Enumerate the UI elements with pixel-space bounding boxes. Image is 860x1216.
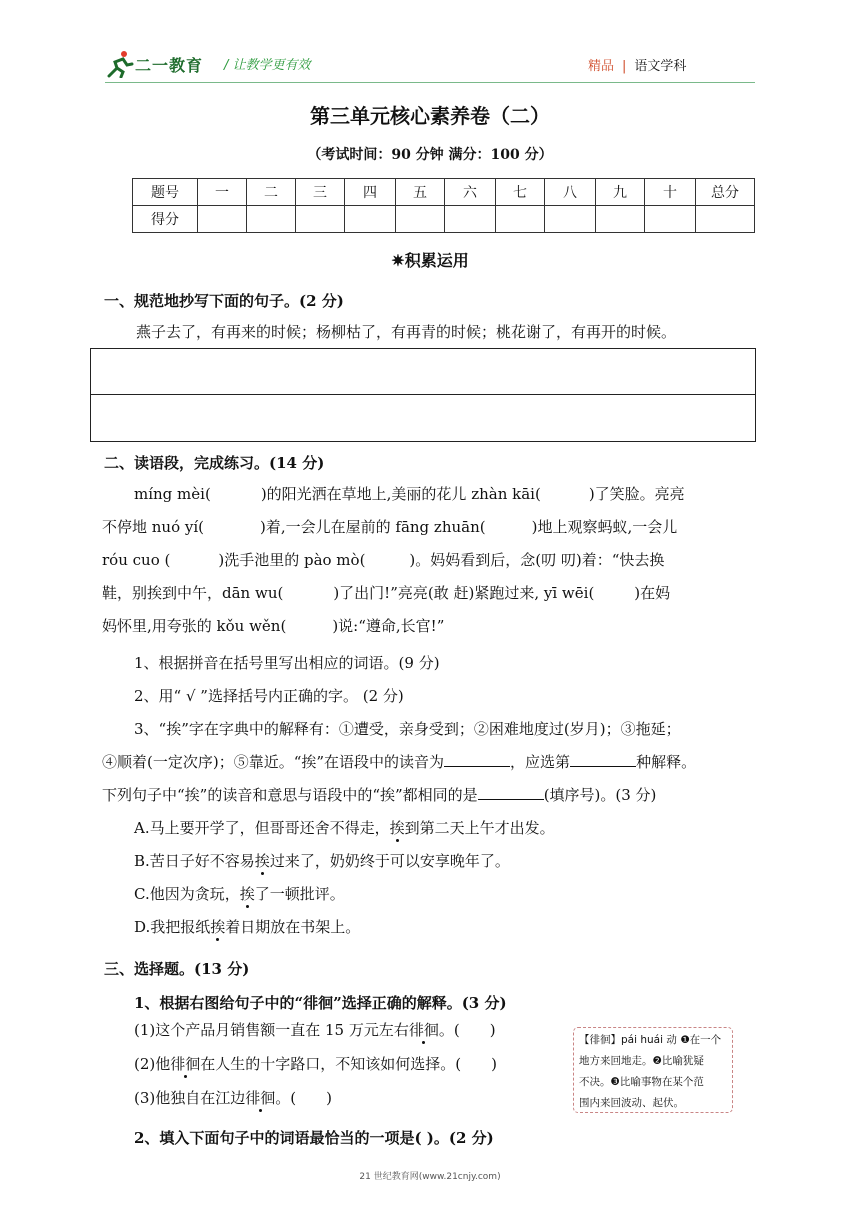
sub-question-2: 2、用“ √ ”选择括号内正确的字。 (2 分) (134, 687, 404, 705)
answer-blank[interactable] (444, 766, 510, 767)
score-input-cell[interactable] (696, 206, 755, 233)
passage-line (102, 619, 444, 634)
answer-blank[interactable] (478, 799, 544, 800)
dictionary-entry-box (573, 1027, 733, 1113)
logo (105, 48, 215, 80)
choice-item-3 (134, 1091, 332, 1106)
emphasis-char: 挨 (210, 918, 226, 936)
score-input-cell[interactable] (247, 206, 296, 233)
emphasis-word: 徘徊 (408, 1021, 439, 1039)
table-cell: 总分 (696, 179, 755, 206)
question-text: 种解释。 (636, 753, 697, 771)
question-1-sentence: 燕子去了，有再来的时候；杨柳枯了，有再青的时候；桃花谢了，有再开的时候。 (136, 323, 677, 341)
item-text: (2)他 (134, 1055, 171, 1073)
table-cell: 十 (645, 179, 696, 206)
choice-item-2 (134, 1057, 497, 1072)
table-cell: 题号 (133, 179, 198, 206)
question-text: 下列句子中“挨”的读音和意思与语段中的“挨”都相同的是 (102, 786, 478, 804)
emphasis-word: 徘徊 (170, 1055, 201, 1073)
question-text: ④顺着(一定次序)；⑤靠近。“挨”在语段中的读音为 (102, 753, 445, 771)
emphasis-char: 挨 (254, 852, 270, 870)
item-text: ) (489, 1021, 496, 1039)
option-text: 了一顿批评。 (254, 885, 345, 903)
question-text: (填序号)。(3 分) (543, 786, 657, 804)
passage-text: míng mèi( (134, 485, 211, 503)
quality-tag: 精品 (588, 59, 615, 74)
passage-line (102, 553, 664, 568)
passage-text: )。妈妈看到后，念(叨 叨)着：“快去换 (409, 551, 665, 569)
passage-line (102, 586, 670, 601)
passage-text: róu cuo ( (102, 551, 171, 569)
sub-question-3-line (102, 788, 656, 803)
table-cell: 三 (296, 179, 345, 206)
emphasis-char: 挨 (389, 819, 405, 837)
table-cell: 得分 (133, 206, 198, 233)
score-input-cell[interactable] (496, 206, 545, 233)
passage-text: 鞋，别挨到中午，dān wu( (102, 584, 284, 602)
passage-text: )在妈 (634, 584, 671, 602)
score-table-header-row (133, 179, 755, 206)
sub-question-1: 1、根据拼音在括号里写出相应的词语。(9 分) (134, 654, 440, 672)
item-text: ) (491, 1055, 497, 1073)
copy-writing-box[interactable] (90, 348, 756, 442)
score-input-cell[interactable] (445, 206, 496, 233)
score-input-cell[interactable] (545, 206, 596, 233)
page-title: 第三单元核心素养卷（二） (310, 104, 550, 128)
score-input-cell[interactable] (396, 206, 445, 233)
sub-question-3-line (102, 755, 696, 770)
runner-logo-icon (105, 50, 135, 78)
score-input-cell[interactable] (345, 206, 396, 233)
dictionary-line: 【徘徊】pái huái 动 ❶在一个 (579, 1034, 722, 1046)
score-input-cell[interactable] (198, 206, 247, 233)
item-text: 。( (438, 1021, 460, 1039)
emphasis-char: 挨 (239, 885, 255, 903)
option-text: A.马上要开学了，但哥哥还舍不得走， (134, 819, 390, 837)
table-cell: 五 (396, 179, 445, 206)
sub-question-3-line: 3、“挨”字在字典中的解释有：①遭受，亲身受到；②困难地度过(岁月)；③拖延； (134, 720, 681, 738)
passage-text: )地上观察蚂蚁,一会儿 (531, 518, 678, 536)
answer-blank[interactable] (570, 766, 636, 767)
passage-text: )说:“遵命,长官!” (332, 617, 445, 635)
table-cell: 九 (596, 179, 645, 206)
passage-text: )了笑脸。亮亮 (588, 485, 685, 503)
passage-text: 不停地 nuó yí( (102, 518, 205, 536)
dictionary-line: 不决。❸比喻事物在某个范 (579, 1076, 704, 1088)
choice-item-1 (134, 1023, 496, 1038)
header-tag (588, 55, 686, 74)
item-text: (3)他独自在江边 (134, 1089, 246, 1107)
writing-box-divider (91, 394, 755, 395)
table-cell: 七 (496, 179, 545, 206)
passage-text: )着,一会儿在屋前的 fāng zhuān( (260, 518, 486, 536)
item-text: 。( (275, 1089, 297, 1107)
score-input-cell[interactable] (596, 206, 645, 233)
option-d[interactable] (134, 920, 360, 935)
subject-tag: 语文学科 (634, 59, 687, 74)
passage-text: )洗手池里的 pào mò( (218, 551, 366, 569)
header-divider (105, 82, 755, 83)
table-cell: 四 (345, 179, 396, 206)
score-input-cell[interactable] (296, 206, 345, 233)
option-text: 到第二天上午才出发。 (404, 819, 555, 837)
question-3-heading: 三、选择题。(13 分) (104, 960, 250, 978)
footer-source: 21 世纪教育网(www.21cnjy.com) (359, 1172, 501, 1182)
table-cell: 八 (545, 179, 596, 206)
question-3-sub-2: 2、填入下面句子中的词语最恰当的一项是( )。(2 分) (134, 1129, 494, 1147)
dictionary-line: 地方来回地走。❷比喻犹疑 (579, 1055, 704, 1067)
item-text: 在人生的十字路口，不知该如何选择。( (200, 1055, 462, 1073)
option-a[interactable] (134, 821, 555, 836)
passage-text: )的阳光洒在草地上,美丽的花儿 zhàn kāi( (260, 485, 541, 503)
exam-info: （考试时间：90 分钟 满分：100 分） (307, 147, 553, 163)
option-text: D.我把报纸 (134, 918, 211, 936)
option-b[interactable] (134, 854, 510, 869)
item-text: ) (326, 1089, 332, 1107)
option-text: 过来了，奶奶终于可以安享晚年了。 (269, 852, 510, 870)
dictionary-line: 围内来回波动、起伏。 (579, 1097, 684, 1109)
table-cell: 六 (445, 179, 496, 206)
option-text: 着日期放在书架上。 (225, 918, 361, 936)
passage-text: 妈怀里,用夸张的 kǒu wěn( (102, 617, 287, 635)
table-cell: 一 (198, 179, 247, 206)
slogan: / 让教学更有效 (224, 58, 311, 73)
option-text: C.他因为贪玩， (134, 885, 240, 903)
section-heading: ✷积累运用 (391, 251, 469, 270)
question-2-heading: 二、读语段，完成练习。(14 分) (104, 454, 325, 472)
emphasis-word: 徘徊 (245, 1089, 276, 1107)
passage-line (134, 487, 685, 502)
passage-line (102, 520, 677, 535)
table-cell: 二 (247, 179, 296, 206)
score-table (132, 178, 755, 233)
tag-separator: | (622, 59, 627, 74)
question-text: ，应选第 (510, 753, 571, 771)
score-input-cell[interactable] (645, 206, 696, 233)
question-1-heading: 一、规范地抄写下面的句子。(2 分) (104, 292, 344, 310)
option-c[interactable] (134, 887, 345, 902)
question-3-sub-1: 1、根据右图给句子中的“徘徊”选择正确的解释。(3 分) (134, 994, 507, 1012)
item-text: (1)这个产品月销售额一直在 15 万元左右 (134, 1021, 409, 1039)
score-table-score-row (133, 206, 755, 233)
option-text: B.苦日子好不容易 (134, 852, 255, 870)
brand-name: 二一教育 (135, 56, 204, 75)
passage-text: )了出门!”亮亮(敢 赶)紧跑过来, yī wēi( (333, 584, 595, 602)
